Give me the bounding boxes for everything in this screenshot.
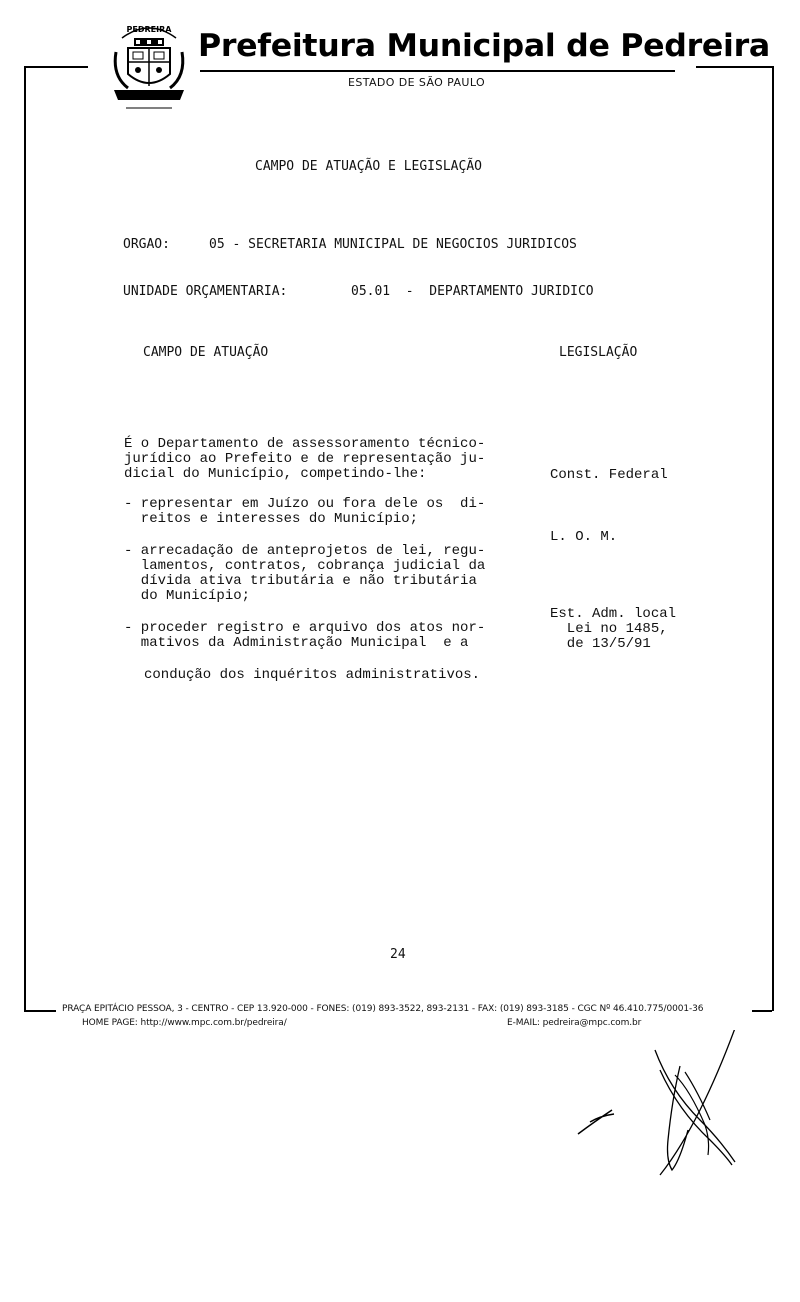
frame-top-right: [696, 66, 772, 68]
page-frame: [24, 66, 774, 1011]
handwritten-signature: [560, 1030, 760, 1190]
page-number: 24: [390, 947, 406, 962]
footer-address: PRAÇA EPITÁCIO PESSOA, 3 - CENTRO - CEP 13.920-000 - FONES: (019) 893-3522, 893-2131 - FAX: (019) 893-3185 - CGC Nº 46.410.775/0001-36: [62, 1004, 704, 1014]
footer-email: E-MAIL: pedreira@mpc.com.br: [507, 1018, 642, 1028]
list-item-continuation: condução dos inquéritos administrativos.: [144, 667, 481, 683]
legislation-const-federal: Const. Federal: [550, 467, 668, 483]
unidade-value: 05.01 - DEPARTAMENTO JURIDICO: [351, 284, 594, 299]
list-item: - representar em Juízo ou fora dele os di- reitos e interesses do Município;: [124, 496, 486, 527]
frame-bottom-left: [24, 1010, 56, 1012]
unidade-label: UNIDADE ORÇAMENTARIA:: [123, 284, 288, 299]
crest-lettering: PEDREIRA: [126, 25, 172, 34]
legislation-lom: L. O. M.: [550, 529, 618, 545]
state-subtitle: ESTADO DE SÃO PAULO: [348, 76, 486, 89]
footer-homepage: HOME PAGE: http://www.mpc.com.br/pedreira/: [82, 1018, 287, 1028]
document-heading: CAMPO DE ATUAÇÃO E LEGISLAÇÃO: [255, 159, 482, 174]
column-header-legislacao: LEGISLAÇÃO: [559, 345, 638, 360]
column-header-campo: CAMPO DE ATUAÇÃO: [143, 345, 269, 360]
frame-bottom-right: [752, 1010, 772, 1012]
list-item: - proceder registro e arquivo dos atos nor- mativos da Administração Municipal e a: [124, 620, 486, 651]
legislation-est-adm: Est. Adm. local Lei no 1485, de 13/5/91: [550, 606, 677, 652]
frame-top-left: [24, 66, 88, 68]
orgao-value: 05 - SECRETARIA MUNICIPAL DE NEGOCIOS JURIDICOS: [209, 237, 577, 252]
list-item: - arrecadação de anteprojetos de lei, regu- lamentos, contratos, cobrança judicial da dívida ativa tributária e não tributária do Município;: [124, 543, 486, 604]
municipality-title: Prefeitura Municipal de Pedreira: [198, 28, 770, 64]
intro-paragraph: É o Departamento de assessoramento técnico- jurídico ao Prefeito e de representação ju- dicial do Município, competindo-lhe:: [124, 436, 486, 482]
orgao-label: ORGAO:: [123, 237, 170, 252]
